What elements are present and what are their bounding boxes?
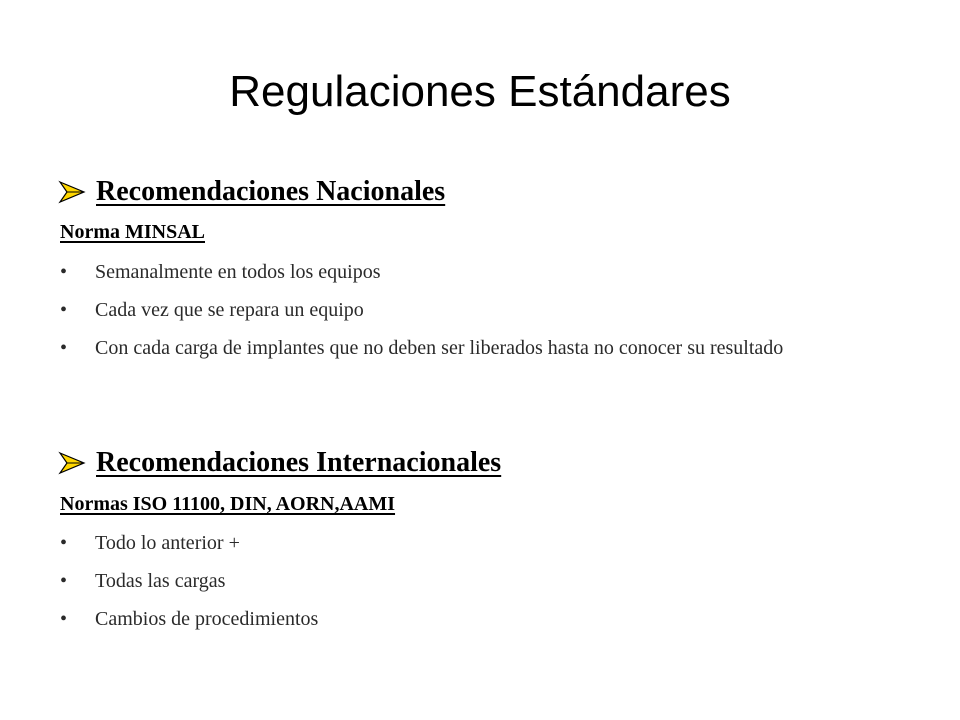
- list-item: [60, 335, 880, 361]
- list-item-text: Cada vez que se repara un equipo: [95, 299, 364, 321]
- list-item-text: Todas las cargas: [95, 570, 226, 592]
- bullet-dot: •: [60, 261, 68, 283]
- list-item-text: Con cada carga de implantes que no deben ser liberados hasta no conocer su resultado: [95, 337, 784, 359]
- slide-title: Regulaciones Estándares: [229, 67, 731, 116]
- bullet-list-international: [60, 530, 880, 644]
- section-heading-label: Recomendaciones Nacionales: [96, 176, 446, 207]
- list-item: [60, 297, 880, 323]
- subheading-iso: Normas ISO 11100, DIN, AORN,AAMI: [60, 493, 396, 515]
- subheading-minsal: Norma MINSAL: [60, 221, 205, 243]
- bullet-dot: •: [60, 337, 68, 359]
- list-item: [60, 606, 880, 632]
- bullet-dot: •: [60, 299, 68, 321]
- arrow-bullet-icon: [58, 180, 86, 204]
- list-item: [60, 568, 880, 594]
- list-item-text: Todo lo anterior +: [95, 532, 240, 554]
- section-heading-national: [58, 174, 445, 210]
- bullet-dot: •: [60, 532, 68, 554]
- list-item-text: Cambios de procedimientos: [95, 608, 319, 630]
- list-item: [60, 259, 880, 285]
- bullet-list-national: [60, 259, 880, 373]
- section-heading-label: Recomendaciones Internacionales: [96, 447, 502, 478]
- list-item: [60, 530, 880, 556]
- bullet-dot: •: [60, 570, 68, 592]
- section-heading-international: [58, 445, 501, 481]
- arrow-bullet-icon: [58, 451, 86, 475]
- list-item-text: Semanalmente en todos los equipos: [95, 261, 381, 283]
- bullet-dot: •: [60, 608, 68, 630]
